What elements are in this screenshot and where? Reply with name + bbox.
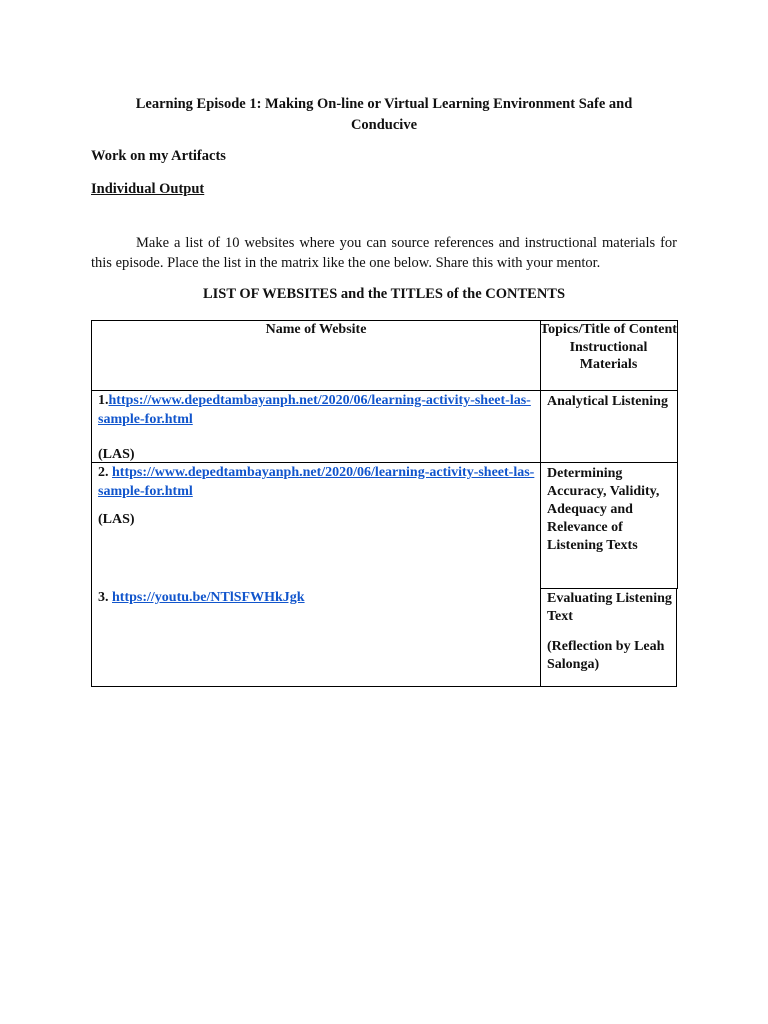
row-1-topic-text: Analytical Listening: [547, 394, 668, 409]
header-topic: Topics/Title of Content Instructional Materials: [540, 320, 678, 391]
row-1-note: (LAS): [98, 447, 135, 462]
instructions-paragraph: Make a list of 10 websites where you can source references and instructional materials for this episode. Place the list in the matrix like the one below. Share this with your mentor.: [91, 235, 677, 271]
table-row-3-website: [91, 588, 541, 687]
heading-individual-output: Individual Output: [91, 181, 205, 197]
table-row-1-website: [91, 390, 541, 463]
table-row-1-topic: [540, 390, 678, 463]
table-row-2-website: [91, 462, 541, 589]
row-1-number: 1.: [98, 393, 109, 408]
row-2-link[interactable]: https://www.depedtambayanph.net/2020/06/learning-activity-sheet-las-sample-for.html: [98, 465, 535, 499]
document-title: Learning Episode 1: Making On-line or Virtual Learning Environment Safe and Conducive: [135, 96, 633, 133]
row-3-link[interactable]: https://youtu.be/NTlSFWHkJgk: [112, 590, 305, 605]
row-3-number: 3.: [98, 590, 112, 605]
table-row-3-topic: [540, 588, 677, 687]
row-2-note: (LAS): [98, 512, 135, 527]
row-2-topic-text: Determining Accuracy, Validity, Adequacy and Relevance of Listening Texts: [547, 466, 660, 553]
row-3-topic-note: (Reflection by Leah Salonga): [547, 639, 665, 672]
table-title: LIST OF WEBSITES and the TITLES of the CONTENTS: [202, 286, 566, 302]
row-2-number: 2.: [98, 465, 112, 480]
row-1-link[interactable]: https://www.depedtambayanph.net/2020/06/learning-activity-sheet-las-sample-for.html: [98, 393, 531, 427]
heading-work-on-artifacts: Work on my Artifacts: [91, 148, 226, 164]
row-3-topic-text: Evaluating Listening Text: [547, 591, 672, 624]
header-website: Name of Website: [91, 320, 541, 391]
table-row-2-topic: [540, 462, 678, 589]
